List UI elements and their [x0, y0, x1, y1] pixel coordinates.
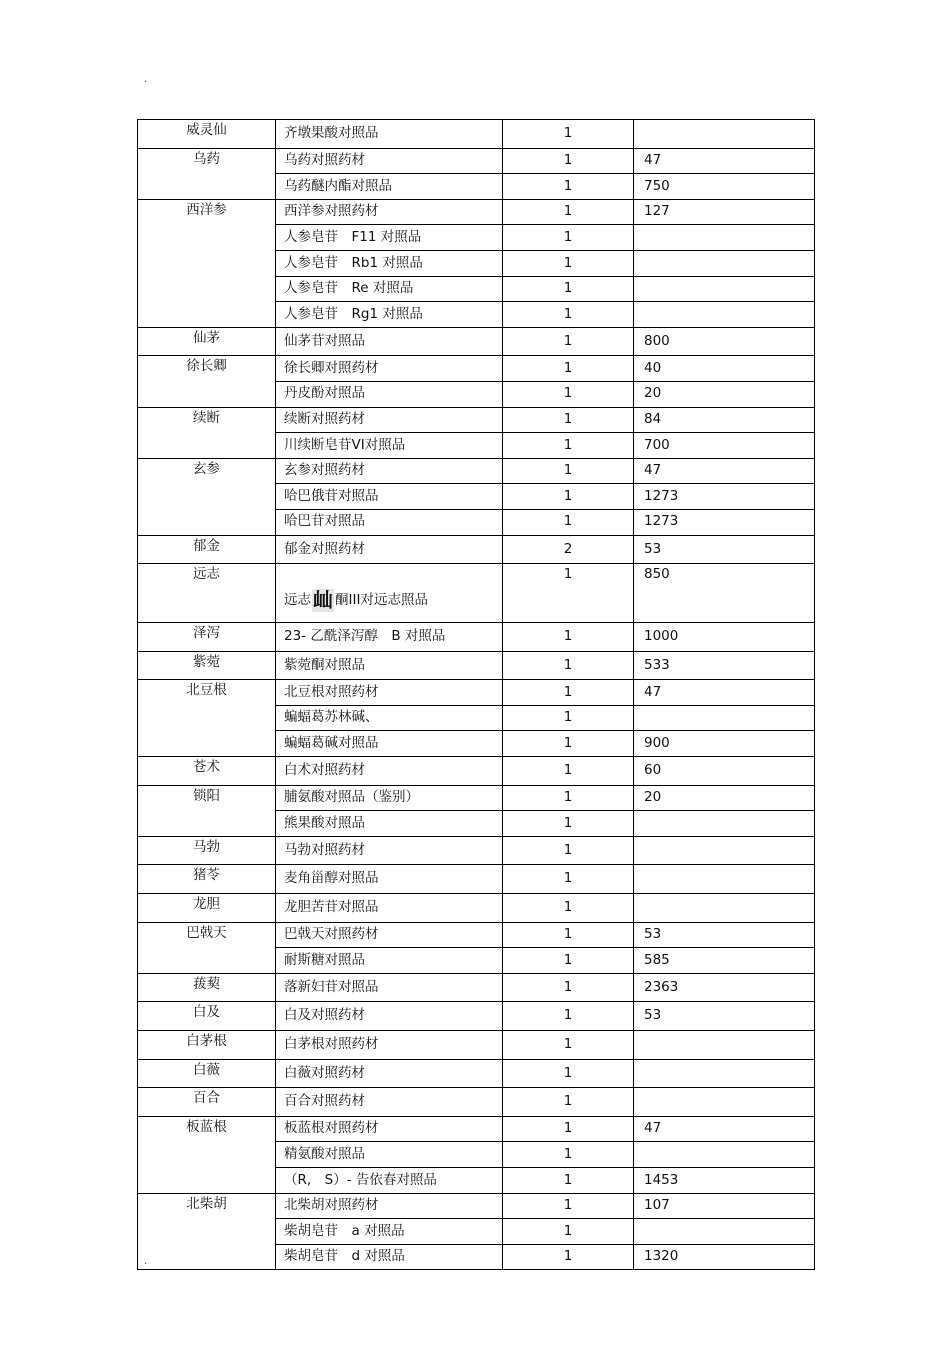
quantity-cell: 1	[503, 623, 634, 652]
quantity-cell: 1	[503, 1116, 634, 1142]
standard-name-cell: 百合对照药材	[276, 1088, 503, 1117]
quantity-cell: 1	[503, 1167, 634, 1193]
price-cell	[634, 1088, 815, 1117]
price-cell: 1453	[634, 1167, 815, 1193]
standard-name-cell: 白术对照药材	[276, 757, 503, 786]
herb-name-cell: 苍术	[138, 757, 276, 786]
herb-name-cell: 乌药	[138, 148, 276, 199]
standard-name-cell: 龙胆苦苷对照品	[276, 894, 503, 923]
standard-name-cell: 白及对照药材	[276, 1002, 503, 1031]
standard-name-cell: 川续断皂苷VI对照品	[276, 433, 503, 459]
price-cell: 60	[634, 757, 815, 786]
standard-name-cell: 人参皂苷 Rg1 对照品	[276, 302, 503, 328]
table-row	[138, 1002, 815, 1031]
standard-name-cell: 柴胡皂苷 d 对照品	[276, 1244, 503, 1270]
table-row	[138, 865, 815, 894]
standard-name-part: 远志	[284, 591, 311, 608]
standard-name-cell: 哈巴苷对照品	[276, 509, 503, 535]
table-row	[138, 407, 815, 433]
standard-name-cell: 人参皂苷 F11 对照品	[276, 225, 503, 251]
price-cell	[634, 250, 815, 276]
table-row	[138, 623, 815, 652]
herb-name-cell: 续断	[138, 407, 276, 458]
price-cell: 53	[634, 922, 815, 948]
table-row	[138, 785, 815, 811]
quantity-cell: 1	[503, 811, 634, 837]
price-cell: 47	[634, 1116, 815, 1142]
price-cell	[634, 1219, 815, 1245]
quantity-cell: 1	[503, 250, 634, 276]
table-row	[138, 973, 815, 1002]
quantity-cell: 1	[503, 276, 634, 302]
herb-name-cell: 徐长卿	[138, 356, 276, 407]
quantity-cell: 1	[503, 865, 634, 894]
quantity-cell: 1	[503, 407, 634, 433]
price-cell: 2363	[634, 973, 815, 1002]
quantity-cell: 1	[503, 836, 634, 865]
standard-name-cell: 白茅根对照药材	[276, 1031, 503, 1060]
table-row	[138, 894, 815, 923]
quantity-cell: 1	[503, 484, 634, 510]
standard-name-cell	[276, 564, 503, 623]
standard-name-cell: 续断对照药材	[276, 407, 503, 433]
price-cell: 47	[634, 680, 815, 706]
standard-name-cell: 北豆根对照药材	[276, 680, 503, 706]
quantity-cell: 1	[503, 174, 634, 200]
table-row	[138, 199, 815, 225]
standard-name-glyph: 屾	[313, 587, 333, 612]
quantity-cell: 1	[503, 1031, 634, 1060]
price-cell	[634, 1031, 815, 1060]
price-cell	[634, 276, 815, 302]
standard-name-cell: 柴胡皂苷 a 对照品	[276, 1219, 503, 1245]
price-cell: 585	[634, 948, 815, 974]
herb-name-cell: 菝葜	[138, 973, 276, 1002]
herb-name-cell: 板蓝根	[138, 1116, 276, 1193]
herb-name-cell: 紫菀	[138, 651, 276, 680]
standard-name-cell: 板蓝根对照药材	[276, 1116, 503, 1142]
table-row	[138, 1031, 815, 1060]
price-cell: 900	[634, 731, 815, 757]
price-cell: 750	[634, 174, 815, 200]
price-cell: 1000	[634, 623, 815, 652]
table-row	[138, 327, 815, 356]
herb-name-cell: 泽泻	[138, 623, 276, 652]
standard-name-cell: 马勃对照药材	[276, 836, 503, 865]
herb-name-cell: 锁阳	[138, 785, 276, 836]
price-cell	[634, 1142, 815, 1168]
standard-name-cell: 齐墩果酸对照品	[276, 120, 503, 149]
quantity-cell: 1	[503, 381, 634, 407]
price-cell	[634, 836, 815, 865]
quantity-cell: 1	[503, 705, 634, 731]
standard-name-cell: 23- 乙酰泽泻醇 B 对照品	[276, 623, 503, 652]
price-cell: 47	[634, 148, 815, 174]
price-cell: 47	[634, 458, 815, 484]
table-row	[138, 680, 815, 706]
standard-name-cell: 白薇对照药材	[276, 1059, 503, 1088]
standard-name-cell: 人参皂苷 Rb1 对照品	[276, 250, 503, 276]
standard-name-cell: 熊果酸对照品	[276, 811, 503, 837]
table-row	[138, 1116, 815, 1142]
quantity-cell: 1	[503, 433, 634, 459]
table-row	[138, 1193, 815, 1219]
price-cell: 700	[634, 433, 815, 459]
price-cell: 800	[634, 327, 815, 356]
standard-name-part: 酮III对远志照品	[335, 591, 428, 608]
quantity-cell: 1	[503, 1059, 634, 1088]
quantity-cell: 1	[503, 564, 634, 623]
herb-name-cell: 仙茅	[138, 327, 276, 356]
quantity-cell: 2	[503, 535, 634, 564]
standard-name-cell: 徐长卿对照药材	[276, 356, 503, 382]
price-cell	[634, 225, 815, 251]
table-row	[138, 535, 815, 564]
table-row	[138, 651, 815, 680]
standard-name-cell: 耐斯糖对照品	[276, 948, 503, 974]
quantity-cell: 1	[503, 922, 634, 948]
page-mark-top: .	[144, 74, 148, 85]
table-row	[138, 1059, 815, 1088]
standard-name-cell: 麦角甾醇对照品	[276, 865, 503, 894]
herb-name-cell: 郁金	[138, 535, 276, 564]
standard-name-cell: 仙茅苷对照品	[276, 327, 503, 356]
quantity-cell: 1	[503, 757, 634, 786]
quantity-cell: 1	[503, 680, 634, 706]
price-cell	[634, 302, 815, 328]
quantity-cell: 1	[503, 509, 634, 535]
quantity-cell: 1	[503, 148, 634, 174]
price-cell: 53	[634, 535, 815, 564]
table-row	[138, 148, 815, 174]
herb-name-cell: 白薇	[138, 1059, 276, 1088]
quantity-cell: 1	[503, 1088, 634, 1117]
standard-name-cell: 郁金对照药材	[276, 535, 503, 564]
price-cell	[634, 811, 815, 837]
standard-name-cell: 蝙蝠葛苏林碱、	[276, 705, 503, 731]
quantity-cell: 1	[503, 785, 634, 811]
price-cell	[634, 865, 815, 894]
quantity-cell: 1	[503, 948, 634, 974]
herb-name-cell: 北豆根	[138, 680, 276, 757]
herb-name-cell: 玄参	[138, 458, 276, 535]
table-row	[138, 120, 815, 149]
standard-name-cell: 人参皂苷 Re 对照品	[276, 276, 503, 302]
standard-name-cell: 落新妇苷对照品	[276, 973, 503, 1002]
standard-name-cell: 蝙蝠葛碱对照品	[276, 731, 503, 757]
table-row	[138, 1088, 815, 1117]
price-cell: 40	[634, 356, 815, 382]
standard-name-cell: 乌药醚内酯对照品	[276, 174, 503, 200]
table-row	[138, 356, 815, 382]
quantity-cell: 1	[503, 327, 634, 356]
herb-name-cell: 威灵仙	[138, 120, 276, 149]
standard-name-cell: 哈巴俄苷对照品	[276, 484, 503, 510]
price-cell: 127	[634, 199, 815, 225]
herb-name-cell: 白茅根	[138, 1031, 276, 1060]
standard-name-cell: 紫菀酮对照品	[276, 651, 503, 680]
table-row	[138, 564, 815, 623]
standard-name-cell: 西洋参对照药材	[276, 199, 503, 225]
price-cell: 850	[634, 564, 815, 623]
herb-name-cell: 百合	[138, 1088, 276, 1117]
page-mark-bottom: .	[144, 1256, 148, 1267]
standard-name-cell: 脯氨酸对照品（鉴别）	[276, 785, 503, 811]
quantity-cell: 1	[503, 120, 634, 149]
standard-name-cell: 北柴胡对照药材	[276, 1193, 503, 1219]
herb-name-cell: 北柴胡	[138, 1193, 276, 1270]
quantity-cell: 1	[503, 651, 634, 680]
quantity-cell: 1	[503, 458, 634, 484]
standard-name-cell: 精氨酸对照品	[276, 1142, 503, 1168]
herb-name-cell: 远志	[138, 564, 276, 623]
quantity-cell: 1	[503, 199, 634, 225]
table-row	[138, 458, 815, 484]
table-row	[138, 836, 815, 865]
herb-name-cell: 西洋参	[138, 199, 276, 327]
standard-name-cell: 乌药对照药材	[276, 148, 503, 174]
quantity-cell: 1	[503, 1219, 634, 1245]
price-cell: 533	[634, 651, 815, 680]
standard-name-cell: 玄参对照药材	[276, 458, 503, 484]
price-cell: 20	[634, 785, 815, 811]
quantity-cell: 1	[503, 302, 634, 328]
quantity-cell: 1	[503, 356, 634, 382]
herb-name-cell: 马勃	[138, 836, 276, 865]
price-cell: 1273	[634, 484, 815, 510]
standard-name-cell: 巴戟天对照药材	[276, 922, 503, 948]
price-cell: 84	[634, 407, 815, 433]
price-cell: 1273	[634, 509, 815, 535]
herb-name-cell: 猪苓	[138, 865, 276, 894]
standard-name-cell: 丹皮酚对照品	[276, 381, 503, 407]
table-row	[138, 757, 815, 786]
quantity-cell: 1	[503, 1244, 634, 1270]
quantity-cell: 1	[503, 894, 634, 923]
reference-standards-table	[137, 119, 815, 1270]
quantity-cell: 1	[503, 1142, 634, 1168]
price-cell: 20	[634, 381, 815, 407]
herb-name-cell: 巴戟天	[138, 922, 276, 973]
price-cell: 53	[634, 1002, 815, 1031]
price-cell: 1320	[634, 1244, 815, 1270]
price-cell	[634, 120, 815, 149]
table-row	[138, 922, 815, 948]
quantity-cell: 1	[503, 225, 634, 251]
herb-name-cell: 白及	[138, 1002, 276, 1031]
price-cell	[634, 705, 815, 731]
quantity-cell: 1	[503, 1002, 634, 1031]
price-cell: 107	[634, 1193, 815, 1219]
standard-name-cell: （R, S）- 告依春对照品	[276, 1167, 503, 1193]
quantity-cell: 1	[503, 973, 634, 1002]
quantity-cell: 1	[503, 731, 634, 757]
herb-name-cell: 龙胆	[138, 894, 276, 923]
price-cell	[634, 894, 815, 923]
price-cell	[634, 1059, 815, 1088]
quantity-cell: 1	[503, 1193, 634, 1219]
